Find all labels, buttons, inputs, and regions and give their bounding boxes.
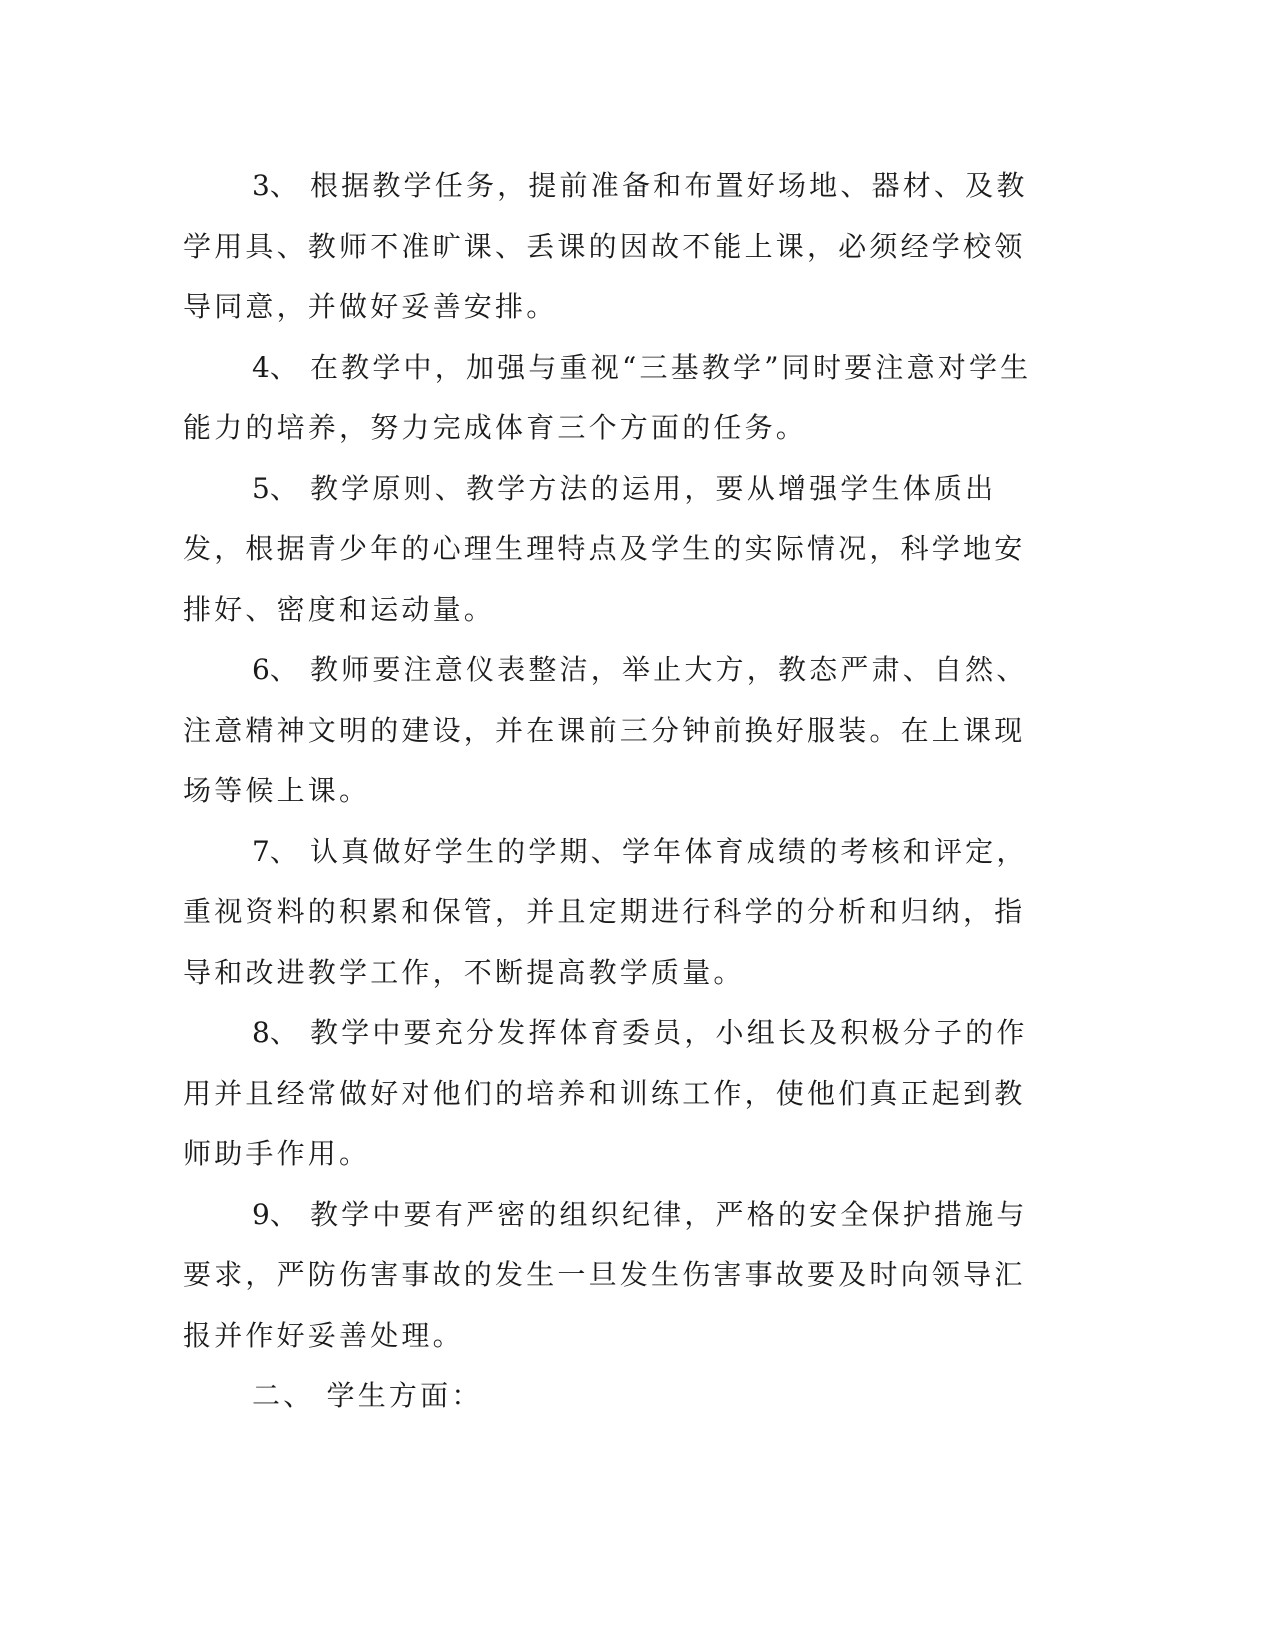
section-heading-text: 学生方面： [326, 1379, 483, 1412]
paragraph-6 [183, 640, 1033, 822]
paragraph-number: 7、 [252, 834, 298, 868]
paragraph-number: 9、 [252, 1197, 298, 1231]
paragraph-text: 认真做好学生的学期、学年体育成绩的考核和评定，重视资料的积累和保管，并且定期进行科学的分析和归纳，指导和改进教学工作，不断提高教学质量。 [183, 834, 1028, 989]
paragraph-text: 在教学中，加强与重视“三基教学”同时要注意对学生能力的培养，努力完成体育三个方面的任务。 [183, 350, 1032, 444]
section-heading-number: 二、 [252, 1379, 315, 1412]
paragraph-text: 教学中要充分发挥体育委员，小组长及积极分子的作用并且经常做好对他们的培养和训练工作，使他们真正起到教师助手作用。 [183, 1016, 1028, 1170]
paragraph-3 [183, 156, 1033, 338]
paragraph-5 [183, 459, 1033, 641]
section-heading [183, 1366, 1033, 1427]
paragraph-number: 3、 [252, 169, 298, 202]
paragraph-4 [183, 338, 1033, 459]
paragraph-text: 教师要注意仪表整洁，举止大方，教态严肃、自然、 注意精神文明的建设，并在课前三分钟前换好服装。在上课现场等候上课。 [183, 653, 1028, 807]
paragraph-number: 6、 [252, 653, 298, 686]
paragraph-number: 5、 [252, 471, 298, 505]
paragraph-number: 4、 [252, 350, 298, 384]
document-body [183, 156, 1033, 1427]
paragraph-number: 8、 [252, 1016, 298, 1049]
paragraph-7 [183, 822, 1033, 1004]
paragraph-8 [183, 1003, 1033, 1185]
paragraph-text: 教学原则、教学方法的运用，要从增强学生体质出发，根据青少年的心理生理特点及学生的实际情况，科学地安排好、密度和运动量。 [183, 471, 1026, 626]
paragraph-text: 教学中要有严密的组织纪律，严格的安全保护措施与要求，严防伤害事故的发生一旦发生伤害事故要及时向领导汇报并作好妥善处理。 [183, 1197, 1028, 1352]
paragraph-text: 根据教学任务，提前准备和布置好场地、器材、及教学用具、教师不准旷课、丢课的因故不能上课，必须经学校领导同意，并做好妥善安排。 [183, 169, 1028, 323]
paragraph-9 [183, 1185, 1033, 1367]
